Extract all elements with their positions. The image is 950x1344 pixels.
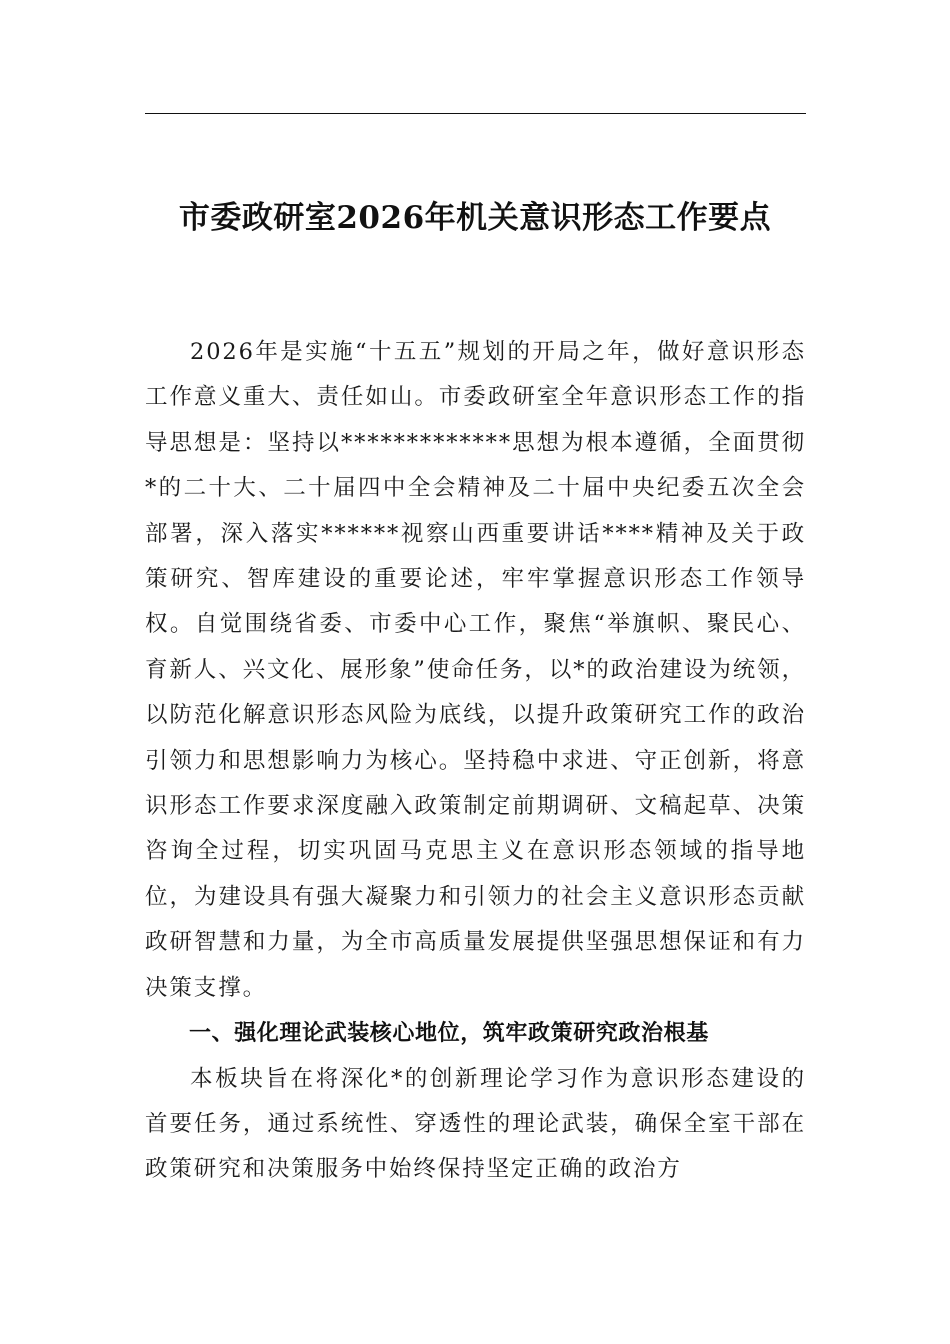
section-1-heading: 一、强化理论武装核心地位，筑牢政策研究政治根基	[189, 1021, 709, 1047]
document-body	[145, 330, 806, 1193]
header-divider	[145, 113, 806, 114]
document-title: 市委政研室2026年机关意识形态工作要点	[178, 200, 772, 236]
intro-paragraph: 2026年是实施“十五五”规划的开局之年，做好意识形态工作意义重大、责任如山。市委政研室全年意识形态工作的指导思想是：坚持以*************思想为根本遵循，全面贯彻*的二十大、二十届四中全会精神及二十届中央纪委五次全会部署，深入落实******视察山西重要讲话****精神及关于政策研究、智库建设的重要论述，牢牢掌握意识形态工作领导权。自觉围绕省委、市委中心工作，聚焦“举旗帜、聚民心、育新人、兴文化、展形象”使命任务，以*的政治建设为统领，以防范化解意识形态风险为底线，以提升政策研究工作的政治引领力和思想影响力为核心。坚持稳中求进、守正创新，将意识形态工作要求深度融入政策制定前期调研、文稿起草、决策咨询全过程，切实巩固马克思主义在意识形态领域的指导地位，为建设具有强大凝聚力和引领力的社会主义意识形态贡献政研智慧和力量，为全市高质量发展提供坚强思想保证和有力决策支撑。	[145, 339, 806, 1001]
section-1-paragraph: 本板块旨在将深化*的创新理论学习作为意识形态建设的首要任务，通过系统性、穿透性的理论武装，确保全室干部在政策研究和决策服务中始终保持坚定正确的政治方	[145, 1065, 806, 1183]
